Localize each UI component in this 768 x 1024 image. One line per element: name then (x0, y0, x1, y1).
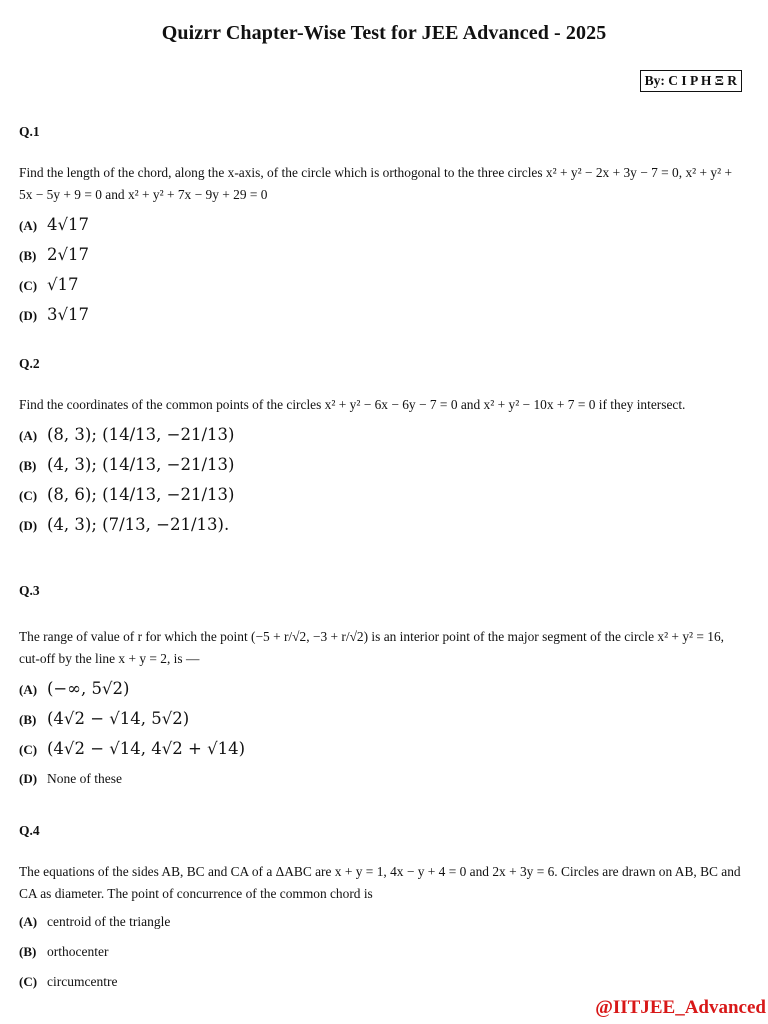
option-a (19, 907, 745, 937)
option-text: 3√17 (47, 305, 90, 324)
question-label: Q.4 (19, 823, 40, 838)
option-text: (−∞, 5√2) (47, 679, 130, 698)
option-text: centroid of the triangle (47, 914, 171, 929)
page-title: Quizrr Chapter-Wise Test for JEE Advanced - 2025 (161, 22, 607, 44)
option-b (19, 937, 745, 967)
option-b (19, 450, 745, 480)
option-text: (8, 6); (14/13, −21/13) (47, 485, 235, 504)
question-label: Q.1 (19, 124, 40, 139)
option-text: None of these (47, 771, 122, 786)
option-text: (4√2 − √14, 4√2 + √14) (47, 739, 246, 758)
option-d (19, 764, 745, 794)
option-text: 4√17 (47, 215, 90, 234)
option-label: (B) (19, 944, 37, 959)
question-4 (19, 820, 745, 997)
question-2 (19, 353, 745, 540)
option-text: 2√17 (47, 245, 90, 264)
option-label: (D) (19, 771, 38, 786)
option-b (19, 704, 745, 734)
option-a (19, 210, 745, 240)
question-1 (19, 121, 745, 330)
option-text: (4, 3); (7/13, −21/13). (47, 515, 230, 534)
option-c (19, 270, 745, 300)
question-stem: The equations of the sides AB, BC and CA of a ΔABC are x + y = 1, 4x − y + 4 = 0 and 2x + 3y = 6. Circles are drawn on AB, BC and CA as diameter. The point of concurrence of the common chord is (19, 864, 741, 901)
option-text: √17 (47, 275, 79, 294)
option-label: (A) (19, 428, 38, 443)
option-d (19, 510, 745, 540)
option-label: (D) (19, 518, 38, 533)
question-stem: The range of value of r for which the point (−5 + r/√2, −3 + r/√2) is an interior point of the major segment of the circle x² + y² = 16, cut-off by the line x + y = 2, is — (19, 629, 725, 666)
option-label: (A) (19, 682, 38, 697)
author-box: By: C I P H Ξ R (640, 70, 742, 92)
option-label: (C) (19, 742, 38, 757)
watermark: @IITJEE_Advanced (595, 997, 766, 1018)
question-label: Q.3 (19, 583, 40, 598)
option-label: (D) (19, 308, 38, 323)
option-c (19, 480, 745, 510)
option-label: (C) (19, 278, 38, 293)
option-label: (B) (19, 712, 37, 727)
option-text: (8, 3); (14/13, −21/13) (47, 425, 235, 444)
question-label: Q.2 (19, 356, 40, 371)
option-text: (4, 3); (14/13, −21/13) (47, 455, 235, 474)
option-text: orthocenter (47, 944, 109, 959)
option-label: (A) (19, 914, 38, 929)
option-d (19, 300, 745, 330)
option-text: circumcentre (47, 974, 118, 989)
option-label: (A) (19, 218, 38, 233)
option-c (19, 734, 745, 764)
option-b (19, 240, 745, 270)
option-label: (B) (19, 458, 37, 473)
question-stem: Find the length of the chord, along the x-axis, of the circle which is orthogonal to the three circles x² + y² − 2x + 3y − 7 = 0, x² + y² + 5x − 5y + 9 = 0 and x² + y² + 7x − 9y + 29 = 0 (19, 165, 733, 202)
question-stem: Find the coordinates of the common points of the circles x² + y² − 6x − 6y − 7 = 0 and x² + y² − 10x + 7 = 0 if they intersect. (19, 397, 686, 412)
option-a (19, 674, 745, 704)
option-c (19, 967, 745, 997)
question-3 (19, 580, 745, 794)
option-label: (B) (19, 248, 37, 263)
option-label: (C) (19, 488, 38, 503)
option-label: (C) (19, 974, 38, 989)
option-a (19, 420, 745, 450)
option-text: (4√2 − √14, 5√2) (47, 709, 190, 728)
